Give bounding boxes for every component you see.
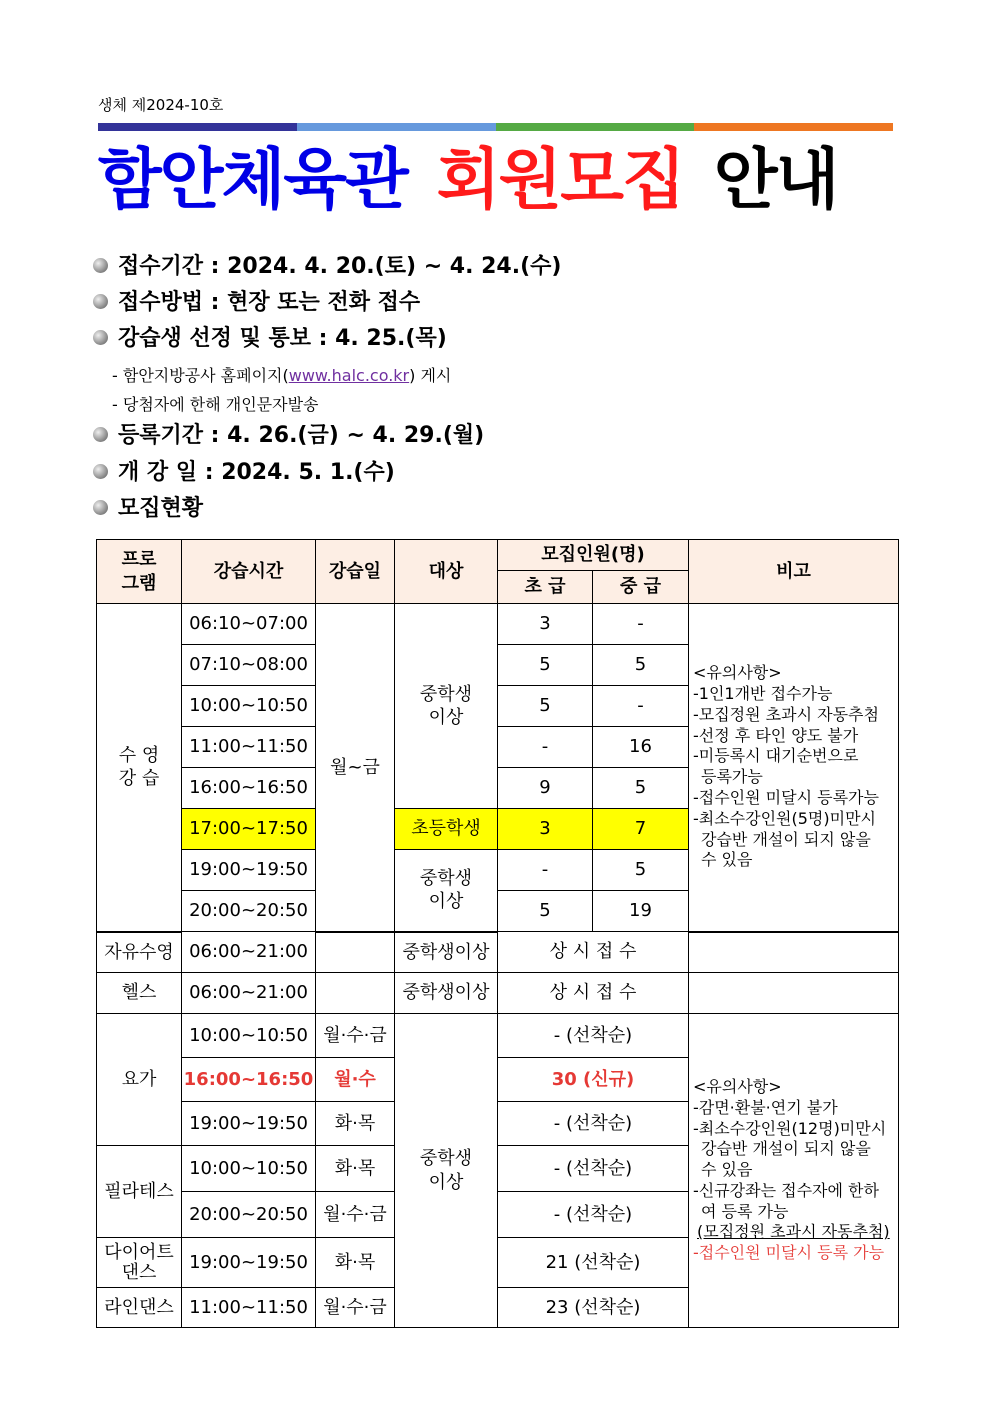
swim-time-highlight: 17:00~17:50 (182, 809, 316, 850)
swim-target-middle-2: 중학생 이상 (395, 850, 498, 932)
health-days (316, 973, 395, 1014)
yoga-days-new: 월·수 (316, 1058, 395, 1102)
bullet-icon (93, 464, 108, 479)
program-swim: 수 영 강 습 (97, 604, 182, 932)
program-line-dance: 라인댄스 (97, 1288, 182, 1328)
health-recruit: 상 시 접 수 (498, 973, 689, 1014)
swim-time: 06:10~07:00 (182, 604, 316, 645)
bullet-icon (93, 330, 108, 345)
swim-beginner: 5 (498, 645, 593, 686)
registration-period-text: 등록기간 : 4. 26.(금) ~ 4. 29.(월) (118, 423, 485, 448)
pilates-recruit: - (선착순) (498, 1192, 689, 1238)
header-program: 프로 그램 (97, 540, 182, 604)
note-line: (모집정원 초과시 자동추첨) (697, 1222, 890, 1242)
swim-intermediate: 5 (593, 768, 689, 809)
opening-date (93, 458, 395, 488)
title-part-3: 안내 (713, 141, 838, 218)
swim-time: 07:10~08:00 (182, 645, 316, 686)
swim-time: 20:00~20:50 (182, 891, 316, 932)
diet-dance-days: 화·목 (316, 1238, 395, 1288)
swim-intermediate: 16 (593, 727, 689, 768)
swim-days: 월~금 (316, 604, 395, 932)
health-remarks (689, 973, 899, 1014)
pilates-time: 20:00~20:50 (182, 1192, 316, 1238)
program-yoga: 요가 (97, 1014, 182, 1146)
header-remarks: 비고 (689, 540, 899, 604)
header-time: 강습시간 (182, 540, 316, 604)
program-health: 헬스 (97, 973, 182, 1014)
note-line: 여 등록 가능 (701, 1201, 789, 1221)
note-line: -감면·환불·연기 불가 (693, 1097, 838, 1117)
swim-intermediate: - (593, 686, 689, 727)
reception-period (93, 252, 561, 282)
note-line: -최소수강인원(12명)미만시 (693, 1118, 887, 1138)
health-time: 06:00~21:00 (182, 973, 316, 1014)
program-diet-dance: 다이어트 댄스 (97, 1238, 182, 1288)
program-free-swim: 자유수영 (97, 932, 182, 973)
note-line: 강습반 개설이 되지 않을 (701, 1139, 871, 1159)
title-part-2: 회원모집 (436, 141, 684, 218)
free-swim-days (316, 932, 395, 973)
selection-notice (93, 324, 447, 354)
note-line: -신규강좌는 접수자에 한하 (693, 1180, 879, 1200)
yoga-days: 월·수·금 (316, 1014, 395, 1058)
note-line: 등록가능 (701, 767, 763, 787)
note-line: -미등록시 대기순번으로 (693, 746, 859, 766)
free-swim-target: 중학생이상 (395, 932, 498, 973)
note-line: 수 있음 (701, 1160, 753, 1180)
note-line: -최소수강인원(5명)미만시 (693, 808, 876, 828)
swim-intermediate: 5 (593, 850, 689, 891)
yoga-recruit: - (선착순) (498, 1014, 689, 1058)
pilates-days: 월·수·금 (316, 1192, 395, 1238)
selection-sub-1 (112, 363, 451, 386)
color-bar-segment-4 (694, 123, 893, 131)
note-line: -모집정원 초과시 자동추첨 (693, 704, 879, 724)
color-bar-segment-3 (496, 123, 695, 131)
program-pilates: 필라테스 (97, 1146, 182, 1238)
health-target: 중학생이상 (395, 973, 498, 1014)
bullet-icon (93, 294, 108, 309)
swim-beginner: - (498, 850, 593, 891)
swim-beginner: 5 (498, 686, 593, 727)
homepage-link[interactable]: www.halc.co.kr (288, 366, 410, 385)
sub-text: - 함안지방공사 홈페이지( (112, 366, 289, 385)
pilates-time: 10:00~10:50 (182, 1146, 316, 1192)
others-notes (689, 1014, 899, 1328)
header-beginner: 초 급 (498, 571, 593, 604)
swim-beginner: 3 (498, 604, 593, 645)
swim-intermediate: 19 (593, 891, 689, 932)
swim-time: 19:00~19:50 (182, 850, 316, 891)
header-days: 강습일 (316, 540, 395, 604)
note-line: <유의사항> (693, 663, 782, 683)
diet-dance-recruit: 21 (선착순) (498, 1238, 689, 1288)
note-line: -접수인원 미달시 등록 가능 (693, 1243, 885, 1263)
swim-notes (689, 604, 899, 932)
header-target: 대상 (395, 540, 498, 604)
line-dance-days: 월·수·금 (316, 1288, 395, 1328)
swim-target-middle: 중학생 이상 (395, 604, 498, 809)
pilates-days: 화·목 (316, 1146, 395, 1192)
recruit-table (96, 539, 899, 1328)
opening-date-text: 개 강 일 : 2024. 5. 1.(수) (118, 460, 395, 485)
pilates-recruit: - (선착순) (498, 1146, 689, 1192)
swim-time: 10:00~10:50 (182, 686, 316, 727)
recruit-status-text: 모집현황 (118, 496, 204, 521)
recruit-status (93, 494, 203, 524)
yoga-recruit: - (선착순) (498, 1102, 689, 1146)
title-part-1: 함안체육관 (98, 141, 407, 218)
swim-target-elementary: 초등학생 (395, 809, 498, 850)
note-line: <유의사항> (693, 1076, 782, 1096)
swim-beginner: 9 (498, 768, 593, 809)
color-bar-segment-2 (297, 123, 496, 131)
swim-beginner: 5 (498, 891, 593, 932)
sub-text: ) 게시 (409, 366, 452, 385)
swim-beginner-highlight: 3 (498, 809, 593, 850)
swim-intermediate: 5 (593, 645, 689, 686)
swim-time: 11:00~11:50 (182, 727, 316, 768)
reception-method-text: 접수방법 : 현장 또는 전화 접수 (118, 290, 421, 315)
reception-method (93, 288, 420, 318)
yoga-time: 19:00~19:50 (182, 1102, 316, 1146)
note-line: 강습반 개설이 되지 않을 (701, 829, 871, 849)
document-number: 생체 제2024-10호 (98, 96, 224, 114)
yoga-time-new: 16:00~16:50 (182, 1058, 316, 1102)
header-recruit: 모집인원(명) (498, 540, 689, 571)
note-line: 수 있음 (701, 850, 753, 870)
swim-intermediate-highlight: 7 (593, 809, 689, 850)
selection-sub-2: - 당첨자에 한해 개인문자발송 (112, 395, 319, 414)
note-line: -접수인원 미달시 등록가능 (693, 788, 879, 808)
bullet-icon (93, 500, 108, 515)
free-swim-recruit: 상 시 접 수 (498, 932, 689, 973)
free-swim-time: 06:00~21:00 (182, 932, 316, 973)
yoga-time: 10:00~10:50 (182, 1014, 316, 1058)
header-intermediate: 중 급 (593, 571, 689, 604)
swim-time: 16:00~16:50 (182, 768, 316, 809)
page-title (98, 140, 898, 220)
bullet-icon (93, 258, 108, 273)
selection-notice-text: 강습생 선정 및 통보 : 4. 25.(목) (118, 326, 447, 351)
others-target: 중학생 이상 (395, 1014, 498, 1328)
color-bar-segment-1 (98, 123, 297, 131)
color-bar (98, 123, 893, 131)
note-line: -선정 후 타인 양도 불가 (693, 725, 859, 745)
yoga-days: 화·목 (316, 1102, 395, 1146)
note-line: -1인1개반 접수가능 (693, 684, 833, 704)
diet-dance-time: 19:00~19:50 (182, 1238, 316, 1288)
yoga-recruit-new: 30 (신규) (498, 1058, 689, 1102)
registration-period (93, 421, 484, 451)
free-swim-remarks (689, 932, 899, 973)
bullet-icon (93, 427, 108, 442)
reception-period-text: 접수기간 : 2024. 4. 20.(토) ~ 4. 24.(수) (118, 254, 562, 279)
swim-intermediate: - (593, 604, 689, 645)
swim-beginner: - (498, 727, 593, 768)
line-dance-recruit: 23 (선착순) (498, 1288, 689, 1328)
line-dance-time: 11:00~11:50 (182, 1288, 316, 1328)
